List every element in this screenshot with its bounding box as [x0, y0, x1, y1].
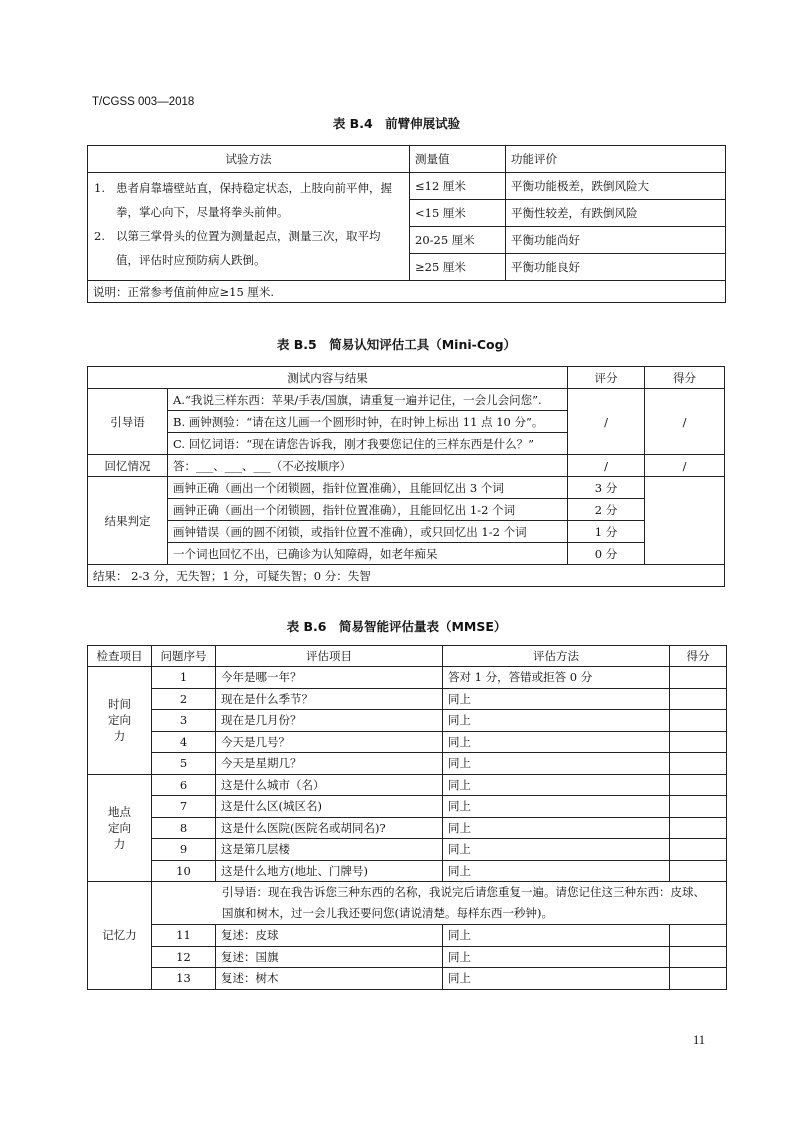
assessment-method: 同上	[443, 817, 670, 839]
score-cell[interactable]	[670, 946, 727, 968]
header-score: 得分	[670, 646, 727, 667]
assessment-method: 同上	[443, 968, 670, 990]
memory-label: 记忆力	[88, 882, 152, 990]
result-score: 3 分	[568, 477, 645, 499]
score-cell[interactable]	[670, 774, 727, 796]
header-score: 评分	[568, 367, 645, 389]
score-cell[interactable]	[670, 688, 727, 710]
header-points: 得分	[645, 367, 725, 389]
assessment-method: 同上	[443, 774, 670, 796]
table-b5	[87, 366, 725, 587]
question-no: 6	[152, 774, 216, 796]
table-b5-caption: 表 B.5 简易认知评估工具（Mini-Cog）	[276, 337, 517, 352]
step-item: 2. 以第三掌骨头的位置为测量起点，测量三次，取平均值，评估时应预防病人跌倒。	[94, 229, 381, 267]
question-no: 13	[152, 968, 216, 990]
step-item: 1. 患者肩靠墙壁站直，保持稳定状态，上肢向前平伸，握拳，掌心向下，尽量将拳头前伸。	[94, 181, 392, 219]
score-cell[interactable]	[670, 817, 727, 839]
assessment-item: 这是第几层楼	[216, 839, 443, 861]
assessment-item: 现在是什么季节？	[216, 688, 443, 710]
assessment-method: 同上	[443, 860, 670, 882]
header-assessment-method: 评估方法	[443, 646, 670, 667]
assessment-item: 这是什么区(城区名)	[216, 796, 443, 818]
score-cell[interactable]	[670, 925, 727, 947]
result-score: 0 分	[568, 543, 645, 565]
assessment-item: 这是什么城市（名）	[216, 774, 443, 796]
assessment-item: 今年是哪一年？	[216, 667, 443, 689]
memory-instruction-line-2: 国旗和树木，过一会儿我还要问您(请说清楚。每样东西一秒钟)。	[222, 906, 553, 920]
guide-score: /	[568, 389, 645, 455]
measure-cell: ≤12 厘米	[410, 173, 506, 200]
evaluation-cell: 平衡功能尚好	[506, 227, 726, 254]
score-cell[interactable]	[670, 667, 727, 689]
recall-points: /	[645, 455, 725, 477]
assessment-method: 同上	[443, 753, 670, 775]
assessment-method: 同上	[443, 688, 670, 710]
question-no: 12	[152, 946, 216, 968]
guide-line: C. 回忆词语：“现在请您告诉我，刚才我要您记住的三样东西是什么？”	[168, 433, 568, 455]
score-cell[interactable]	[670, 710, 727, 732]
result-label: 结果判定	[88, 477, 168, 565]
guide-line: A.“我说三样东西：苹果/手表/国旗，请重复一遍并记住，一会儿会问您”.	[168, 389, 568, 411]
assessment-item: 复述：皮球	[216, 925, 443, 947]
assessment-item: 这是什么医院(医院名或胡同名)?	[216, 817, 443, 839]
place-orientation-label: 地点定向力	[88, 774, 152, 882]
question-no: 7	[152, 796, 216, 818]
assessment-item: 现在是几月份？	[216, 710, 443, 732]
question-no: 8	[152, 817, 216, 839]
recall-label: 回忆情况	[88, 455, 168, 477]
standard-code: T/CGSS 003—2018	[92, 96, 195, 108]
assessment-item: 今天是几号？	[216, 731, 443, 753]
test-method-steps	[88, 173, 410, 281]
time-orientation-label: 时间定向力	[88, 667, 152, 775]
question-no: 2	[152, 688, 216, 710]
assessment-method: 同上	[443, 796, 670, 818]
assessment-method: 同上	[443, 710, 670, 732]
table-b6-caption: 表 B.6 简易智能评估量表（MMSE）	[286, 619, 507, 634]
recall-answer: 答：___、___、___（不必按顺序）	[168, 455, 568, 477]
score-cell[interactable]	[670, 753, 727, 775]
recall-score: /	[568, 455, 645, 477]
assessment-method: 同上	[443, 731, 670, 753]
result-text: 画钟正确（画出一个闭锁圆，指针位置准确），且能回忆出 1-2 个词	[168, 499, 568, 521]
result-score: 1 分	[568, 521, 645, 543]
header-measure: 测量值	[410, 146, 506, 173]
question-no: 9	[152, 839, 216, 861]
question-no: 4	[152, 731, 216, 753]
result-text: 画钟正确（画出一个闭锁圆，指针位置准确），且能回忆出 3 个词	[168, 477, 568, 499]
question-no: 11	[152, 925, 216, 947]
header-test-content: 测试内容与结果	[88, 367, 568, 389]
assessment-item: 复述：树木	[216, 968, 443, 990]
guide-line: B. 画钟测验：“请在这儿画一个圆形时钟，在时钟上标出 11 点 10 分”。	[168, 411, 568, 433]
assessment-item: 今天是星期几？	[216, 753, 443, 775]
memory-instruction-line-1: 引导语：现在我告诉您三种东西的名称，我说完后请您重复一遍。请您记住这三种东西：皮球、	[222, 885, 705, 899]
score-cell[interactable]	[670, 731, 727, 753]
assessment-item: 复述：国旗	[216, 946, 443, 968]
question-no: 10	[152, 860, 216, 882]
memory-instruction	[152, 882, 727, 925]
question-no: 1	[152, 667, 216, 689]
assessment-item: 这是什么地方(地址、门牌号)	[216, 860, 443, 882]
result-text: 画钟错误（画的圆不闭锁，或指针位置不准确），或只回忆出 1-2 个词	[168, 521, 568, 543]
header-test-method: 试验方法	[88, 146, 410, 173]
header-check-item: 检查项目	[88, 646, 152, 667]
evaluation-cell: 平衡功能良好	[506, 254, 726, 281]
assessment-method: 答对 1 分，答错或拒答 0 分	[443, 667, 670, 689]
table-b5-conclusion: 结果： 2-3 分，无失智；1 分，可疑失智；0 分：失智	[88, 565, 725, 587]
evaluation-cell: 平衡功能极差，跌倒风险大	[506, 173, 726, 200]
page-number: 11	[693, 1033, 706, 1047]
question-no: 3	[152, 710, 216, 732]
score-cell[interactable]	[670, 796, 727, 818]
score-cell[interactable]	[670, 968, 727, 990]
evaluation-cell: 平衡性较差，有跌倒风险	[506, 200, 726, 227]
header-evaluation: 功能评价	[506, 146, 726, 173]
score-cell[interactable]	[670, 860, 727, 882]
guide-points: /	[645, 389, 725, 455]
assessment-method: 同上	[443, 946, 670, 968]
score-cell[interactable]	[670, 839, 727, 861]
header-assessment-item: 评估项目	[216, 646, 443, 667]
guide-label: 引导语	[88, 389, 168, 455]
table-b4-caption: 表 B.4 前臂伸展试验	[332, 116, 461, 131]
header-question-no: 问题序号	[152, 646, 216, 667]
result-text: 一个词也回忆不出，已确诊为认知障碍，如老年痴呆	[168, 543, 568, 565]
table-b6	[87, 645, 727, 990]
measure-cell: <15 厘米	[410, 200, 506, 227]
result-points-cell[interactable]	[645, 477, 725, 565]
result-score: 2 分	[568, 499, 645, 521]
table-b4	[87, 145, 726, 303]
assessment-method: 同上	[443, 839, 670, 861]
table-b4-note: 说明：正常参考值前伸应≥15 厘米.	[88, 281, 726, 303]
measure-cell: 20-25 厘米	[410, 227, 506, 254]
question-no: 5	[152, 753, 216, 775]
measure-cell: ≥25 厘米	[410, 254, 506, 281]
assessment-method: 同上	[443, 925, 670, 947]
